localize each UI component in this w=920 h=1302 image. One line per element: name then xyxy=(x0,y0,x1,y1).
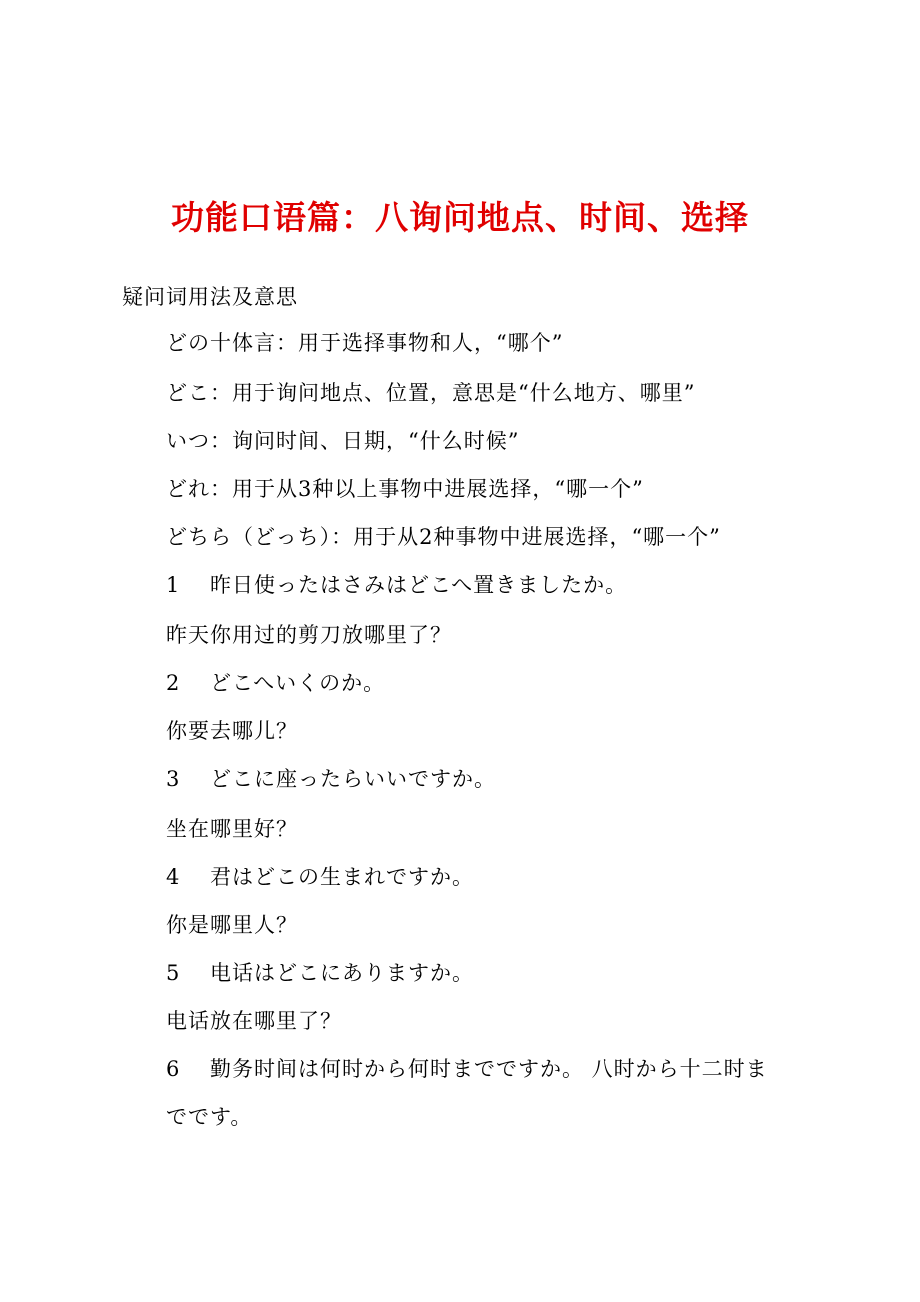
example-number: 6 xyxy=(166,1057,181,1081)
example-number: 3 xyxy=(166,767,181,791)
section-heading: 疑问词用法及意思 xyxy=(122,285,298,309)
example-japanese xyxy=(166,668,385,698)
example-japanese-text: 电话はどこにありますか。 xyxy=(210,961,474,985)
example-number: 4 xyxy=(166,865,181,889)
example-japanese xyxy=(166,570,627,600)
example-chinese: 坐在哪里好？ xyxy=(166,817,298,841)
example-chinese: 昨天你用过的剪刀放哪里了？ xyxy=(166,623,452,647)
definition-line: どれ：用于从3种以上事物中进展选择，“哪一个” xyxy=(166,477,644,501)
example-chinese: 你是哪里人？ xyxy=(166,913,298,937)
example-japanese-continued: でです。 xyxy=(166,1105,253,1129)
example-japanese xyxy=(166,764,496,794)
example-japanese xyxy=(166,862,474,892)
page-title: 功能口语篇：八询问地点、时间、选择 xyxy=(171,198,749,237)
example-japanese-text: 昨日使ったはさみはどこへ置きましたか。 xyxy=(210,573,628,597)
example-japanese xyxy=(166,958,474,988)
example-chinese: 电话放在哪里了？ xyxy=(166,1009,342,1033)
example-japanese-text: どこに座ったらいいですか。 xyxy=(210,767,496,791)
definition-line: どの十体言：用于选择事物和人，“哪个” xyxy=(166,331,564,355)
definition-line: いつ：询问时间、日期，“什么时候” xyxy=(166,429,520,453)
definition-line: どこ：用于询问地点、位置，意思是“什么地方、哪里” xyxy=(166,381,696,405)
example-japanese-text: 勤务时间は何时から何时までですか。 八时から十二时ま xyxy=(210,1057,768,1081)
example-japanese-text: 君はどこの生まれですか。 xyxy=(210,865,474,889)
example-japanese-text: どこへいくのか。 xyxy=(210,671,386,695)
example-number: 1 xyxy=(166,573,181,597)
example-chinese: 你要去哪儿？ xyxy=(166,719,298,743)
definition-line: どちら（どっち）：用于从2种事物中进展选择，“哪一个” xyxy=(166,525,721,549)
example-number: 2 xyxy=(166,671,181,695)
example-japanese xyxy=(166,1054,768,1084)
example-number: 5 xyxy=(166,961,181,985)
